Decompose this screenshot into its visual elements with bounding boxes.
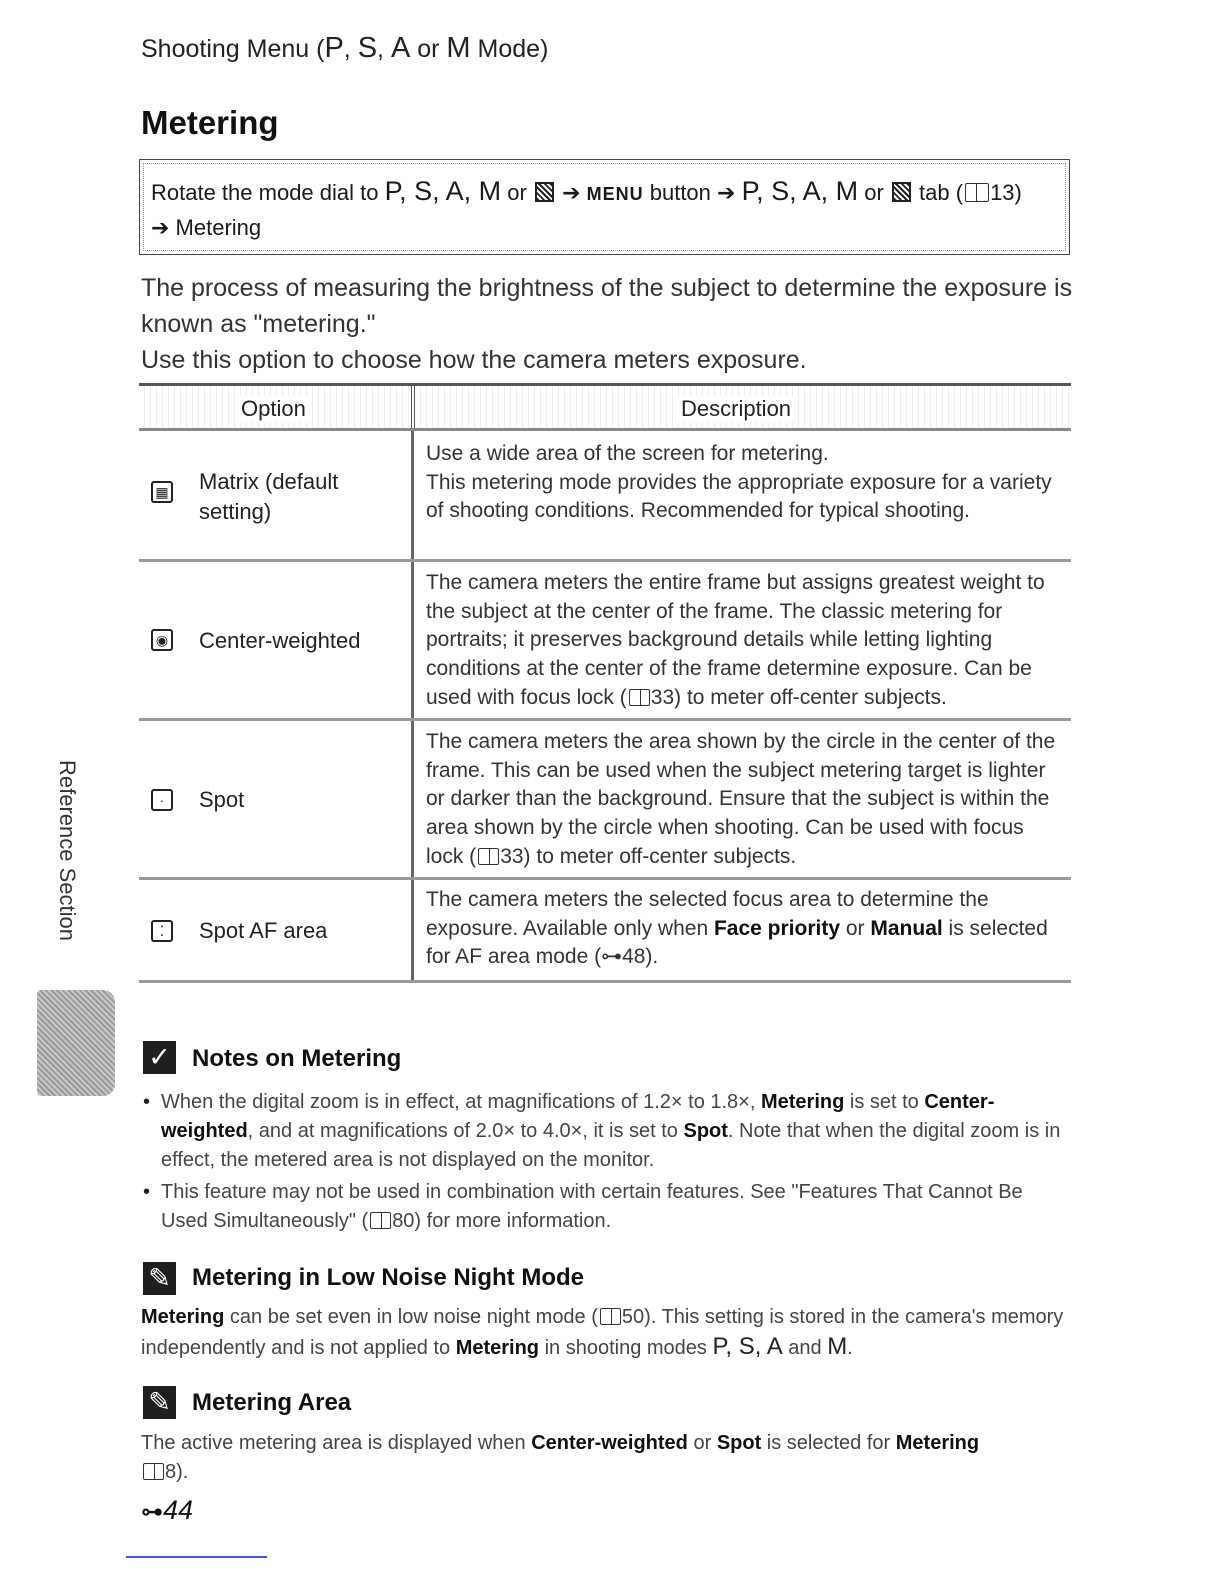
- description-text: 33) to meter off-center subjects.: [500, 844, 797, 868]
- side-tab-marker: [37, 990, 115, 1096]
- mode-p: P: [324, 32, 344, 64]
- spot-icon: ·: [151, 789, 173, 811]
- header-or: or: [410, 35, 447, 63]
- note-text: is set to: [844, 1091, 925, 1113]
- notes-list: [143, 1088, 1073, 1239]
- table-row: [139, 431, 1071, 562]
- description-bold: Face priority: [713, 916, 841, 940]
- center-weighted-icon: ◉: [151, 629, 173, 651]
- column-divider: [411, 721, 414, 877]
- list-item: [143, 1088, 1073, 1175]
- book-reference-icon: [965, 183, 989, 202]
- para-bold: Center-weighted: [531, 1432, 688, 1454]
- description-text: The camera meters the area shown by the circle in the center of the frame. This can be used when the subject metering target is lighter or darker than the background. Ensure that the subject is within the area shown by the circle when shooting. Can be used with focus lock (: [426, 730, 1056, 868]
- description-bold: Manual: [870, 916, 943, 940]
- para-text: 8).: [165, 1461, 189, 1483]
- arrow-icon: ➔: [151, 215, 176, 240]
- header-sep: ,: [377, 35, 391, 63]
- mode-m: M: [446, 32, 471, 64]
- page-number: [141, 1495, 193, 1526]
- side-tab-label: Reference Section: [55, 760, 80, 941]
- book-reference-icon: [600, 1308, 621, 1325]
- low-noise-title: Metering in Low Noise Night Mode: [192, 1264, 584, 1291]
- note-text: 80) for more information.: [392, 1210, 612, 1232]
- page-number-value: 44: [163, 1495, 194, 1525]
- option-description: [426, 569, 1066, 713]
- metering-area-paragraph: [141, 1429, 1071, 1487]
- nav-text: button: [643, 180, 718, 205]
- note-text: . Note that when the digital zoom is in effect, the metered area is not displayed on the monitor.: [161, 1120, 1061, 1171]
- matrix-icon: ▦: [151, 481, 173, 503]
- para-text: The active metering area is displayed when: [141, 1432, 532, 1454]
- tip-pencil-icon: ✎: [143, 1262, 176, 1295]
- para-bold: Metering: [141, 1306, 225, 1328]
- para-text: in shooting modes: [539, 1337, 713, 1359]
- table-row: [139, 721, 1071, 880]
- para-bold: Metering: [895, 1432, 980, 1454]
- column-divider: [411, 562, 414, 718]
- note-bold: Metering: [760, 1091, 845, 1113]
- option-description: [426, 886, 1066, 972]
- header-sep: ,: [343, 35, 358, 63]
- description-text: 48).: [622, 945, 659, 969]
- table-row: [139, 880, 1071, 983]
- column-header-option: Option: [237, 396, 310, 422]
- description-text: is selected for AF area mode (: [426, 916, 1048, 969]
- table-row: [139, 562, 1071, 721]
- book-reference-icon: [370, 1212, 391, 1229]
- spot-af-area-icon: ⁚: [151, 920, 173, 942]
- para-bold: Metering: [455, 1337, 540, 1359]
- option-description: Use a wide area of the screen for metering. This metering mode provides the appropriate exposure for a variety of shooting conditions. Recommended for typical shooting.: [426, 442, 1052, 523]
- tip-pencil-icon: ✎: [143, 1386, 176, 1419]
- header-suffix: Mode): [470, 35, 549, 63]
- column-divider: [411, 880, 414, 980]
- menu-button-icon: MENU: [586, 184, 644, 204]
- arrow-icon: ➔: [555, 180, 587, 205]
- book-reference-icon: [143, 1463, 164, 1480]
- header-prefix: Shooting Menu (: [141, 35, 325, 63]
- para-text: and: [782, 1337, 828, 1359]
- description-text: The camera meters the entire frame but assigns greatest weight to the subject at the center of the frame. The classic metering for portraits; it preserves background details while letting lighting conditions at the center of the frame determine exposure. Can be used with focus lock (: [426, 571, 1045, 709]
- footer-rule: [126, 1556, 267, 1558]
- note-text: , and at magnifications of 2.0× to 4.0×, it is set to: [247, 1120, 684, 1142]
- running-header: [141, 32, 548, 65]
- book-reference-icon: [629, 689, 650, 706]
- reference-section-icon: ⊶: [141, 1499, 163, 1524]
- low-noise-paragraph: [141, 1303, 1071, 1363]
- nav-modes: P, S, A, M: [384, 176, 502, 206]
- option-label: Matrix (default setting): [199, 469, 339, 524]
- option-label: Center-weighted: [199, 628, 361, 653]
- notes-title: Notes on Metering: [192, 1045, 402, 1072]
- description-text: or: [840, 916, 871, 940]
- scene-mode-icon: [892, 182, 911, 202]
- para-text: can be set even in low noise night mode (: [224, 1306, 598, 1328]
- note-bold: Center-weighted: [161, 1091, 995, 1142]
- book-reference-icon: [478, 848, 499, 865]
- intro-paragraph: Use this option to choose how the camera meters exposure.: [141, 346, 807, 374]
- note-text: This feature may not be used in combination with certain features. See "Features That Cannot Be Used Simultaneously" (: [161, 1181, 1023, 1232]
- para-bold: Spot: [716, 1432, 762, 1454]
- nav-text: Rotate the mode dial to: [151, 180, 385, 205]
- column-divider: [411, 431, 414, 559]
- nav-text: or: [501, 180, 533, 205]
- nav-modes: P, S, A, M: [741, 176, 859, 206]
- column-header-description: Description: [677, 396, 795, 422]
- para-text: .: [847, 1337, 853, 1359]
- para-text: or: [687, 1432, 717, 1454]
- nav-text: 13): [990, 180, 1022, 205]
- nav-text: or: [858, 180, 890, 205]
- page-title: Metering: [141, 104, 279, 141]
- mode-a: A: [390, 32, 411, 64]
- nav-item: Metering: [175, 215, 262, 240]
- scene-mode-icon: [535, 182, 554, 202]
- intro-paragraph: The process of measuring the brightness of the subject to determine the exposure is known as "metering.": [141, 274, 1073, 338]
- list-item: [143, 1178, 1073, 1236]
- arrow-icon: ➔: [717, 180, 742, 205]
- note-bold: Spot: [683, 1120, 728, 1142]
- description-text: 33) to meter off-center subjects.: [650, 685, 947, 709]
- option-label: Spot: [199, 787, 245, 812]
- note-text: When the digital zoom is in effect, at magnifications of 1.2× to 1.8×,: [161, 1091, 761, 1113]
- mode-s: S: [357, 32, 378, 64]
- para-modes: M: [827, 1333, 848, 1360]
- description-text: The camera meters the selected focus area to determine the exposure. Available only when: [426, 888, 989, 940]
- reference-section-icon: ⊶: [601, 945, 623, 969]
- option-description: [426, 728, 1066, 872]
- para-modes: P, S, A: [712, 1333, 783, 1360]
- para-text: is selected for: [761, 1432, 896, 1454]
- column-divider: [411, 386, 415, 428]
- option-label: Spot AF area: [199, 918, 328, 943]
- para-text: 50). This setting is stored in the camera's memory independently and is not applied to: [141, 1306, 1064, 1359]
- navigation-path-box: [139, 159, 1070, 255]
- note-check-icon: ✓: [143, 1041, 176, 1074]
- nav-text: tab (: [912, 180, 964, 205]
- table-header: [139, 383, 1071, 431]
- intro-text: [141, 270, 1076, 378]
- metering-area-title: Metering Area: [192, 1389, 352, 1416]
